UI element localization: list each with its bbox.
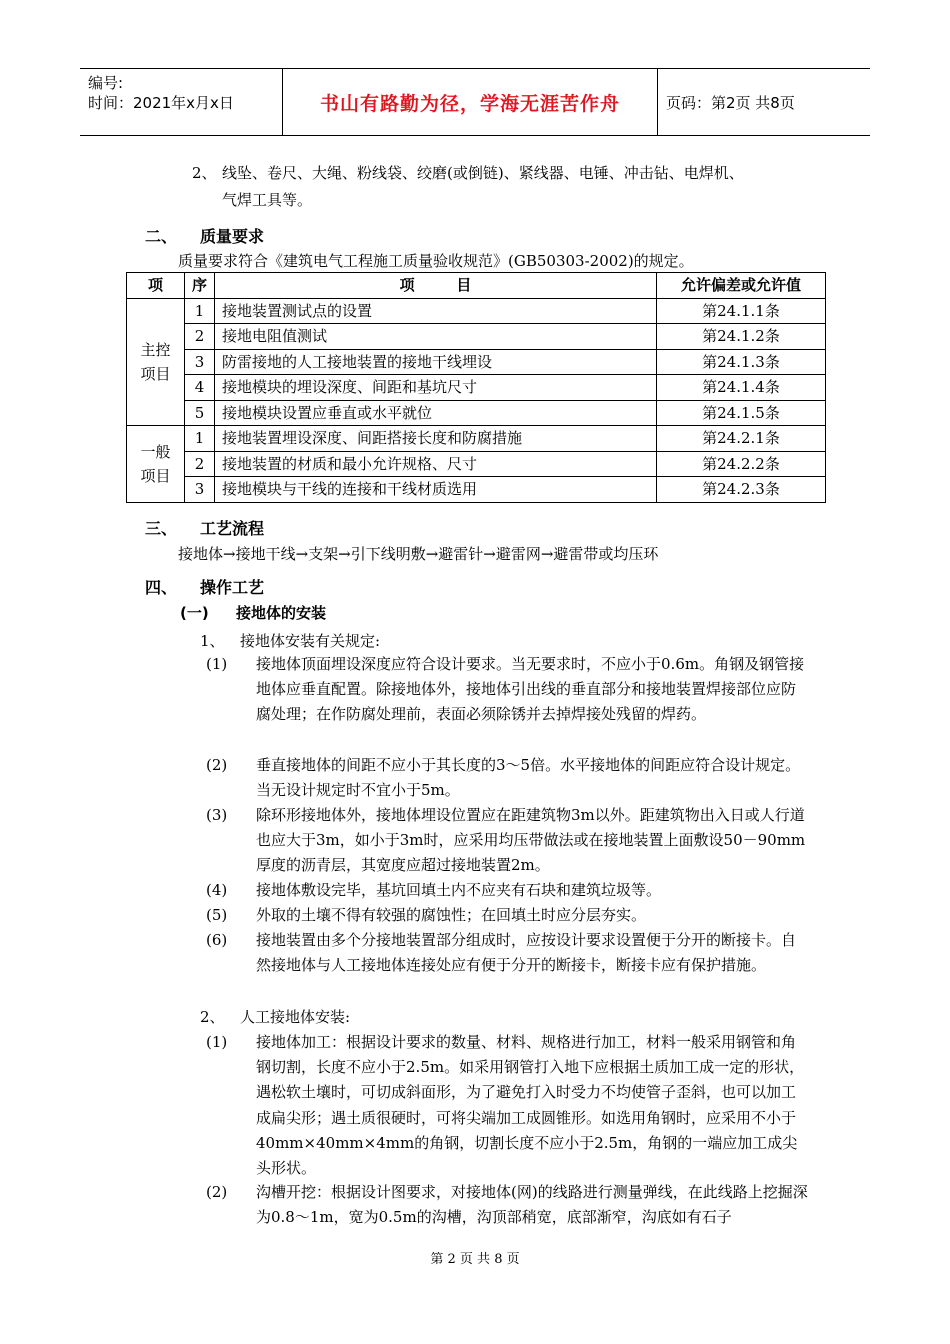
row-seq: 2 xyxy=(185,324,215,350)
point-number: (1) xyxy=(206,1033,228,1051)
section4-title: 操作工艺 xyxy=(200,578,265,597)
row-item: 接地装置的材质和最小允许规格、尺寸 xyxy=(215,451,657,477)
point-number: (3) xyxy=(206,806,228,824)
header-item: 项 目 xyxy=(215,273,657,299)
point-text: 接地体顶面埋设深度应符合设计要求。当无要求时，不应小于0.6m。角钢及钢管接地体应垂直配置。除接地体外，接地体引出线的垂直部分和接地装置焊接部位应防腐处理；在作防腐处理前，表面必须除锈并去掉焊接处残留的焊药。 xyxy=(256,655,805,724)
row-item: 接地模块与干线的连接和干线材质选用 xyxy=(215,477,657,503)
item2-title: 人工接地体安装: xyxy=(240,1008,351,1026)
row-standard: 第24.1.5条 xyxy=(657,400,826,426)
row-seq: 2 xyxy=(185,451,215,477)
row-item: 防雷接地的人工接地装置的接地干线埋设 xyxy=(215,349,657,375)
subsection1-number: (一) xyxy=(180,604,209,622)
document-time-label: 时间：2021年x月x日 xyxy=(88,94,234,112)
row-seq: 5 xyxy=(185,400,215,426)
group-general: 一般项目 xyxy=(127,426,185,503)
tools-item-number: 2、 xyxy=(192,164,217,182)
row-seq: 1 xyxy=(185,298,215,324)
table-row xyxy=(127,349,826,375)
point-text: 垂直接地体的间距不应小于其长度的3～5倍。水平接地体的间距应符合设计规定。当无设计规定时不宜小于5m。 xyxy=(256,756,801,800)
item1-number: 1、 xyxy=(200,632,225,650)
subsection1-title: 接地体的安装 xyxy=(236,604,327,622)
table-row xyxy=(127,426,826,452)
header-page-label: 页码：第2页 共8页 xyxy=(666,93,795,112)
point-number: (2) xyxy=(206,1183,228,1201)
row-standard: 第24.1.1条 xyxy=(657,298,826,324)
row-standard: 第24.2.1条 xyxy=(657,426,826,452)
row-standard: 第24.1.3条 xyxy=(657,349,826,375)
point-number: (2) xyxy=(206,756,228,774)
point-text: 接地体敷设完毕，基坑回填土内不应夹有石块和建筑垃圾等。 xyxy=(256,881,662,899)
section4-number: 四、 xyxy=(145,578,178,597)
page-header xyxy=(80,68,870,136)
table-row xyxy=(127,324,826,350)
section3-title: 工艺流程 xyxy=(200,519,265,538)
table-row xyxy=(127,298,826,324)
document-number-label: 编号: xyxy=(88,74,124,92)
row-standard: 第24.1.2条 xyxy=(657,324,826,350)
row-seq: 1 xyxy=(185,426,215,452)
section3-number: 三、 xyxy=(145,519,178,538)
section2-intro: 质量要求符合《建筑电气工程施工质量验收规范》(GB50303-2002)的规定。 xyxy=(178,252,694,270)
row-seq: 3 xyxy=(185,477,215,503)
group-main-control: 主控项目 xyxy=(127,298,185,426)
table-row xyxy=(127,477,826,503)
header-allowance: 允许偏差或允许值 xyxy=(657,273,826,299)
row-item: 接地电阻值测试 xyxy=(215,324,657,350)
point-number: (5) xyxy=(206,906,228,924)
row-item: 接地装置埋设深度、间距搭接长度和防腐措施 xyxy=(215,426,657,452)
table-row xyxy=(127,375,826,401)
row-seq: 3 xyxy=(185,349,215,375)
table-header-row xyxy=(127,273,826,299)
header-meta xyxy=(80,69,283,135)
tools-item-line1: 线坠、卷尺、大绳、粉线袋、绞磨(或倒链)、紧线器、电锤、冲击钻、电焊机、 xyxy=(222,164,744,182)
point-text: 沟槽开挖：根据设计图要求，对接地体(网)的线路进行测量弹线，在此线路上挖掘深为0.8～1m，宽为0.5m的沟槽，沟顶部稍宽，底部渐窄，沟底如有石子 xyxy=(256,1183,808,1227)
row-item: 接地模块设置应垂直或水平就位 xyxy=(215,400,657,426)
point-text: 外取的土壤不得有较强的腐蚀性；在回填土时应分层夯实。 xyxy=(256,906,647,924)
table-row xyxy=(127,400,826,426)
item1-title: 接地体安装有关规定: xyxy=(240,632,381,650)
point-text: 接地体加工：根据设计要求的数量、材料、规格进行加工，材料一般采用钢管和角钢切割，长度不应小于2.5m。如采用钢管打入地下应根据土质加工成一定的形状，遇松软土壤时，可切成斜面形，为了避免打入时受力不均使管子歪斜，也可以加工成扁尖形；遇土质很硬时，可将尖端加工成圆锥形。如选用角钢时，应采用不小于40mm×40mm×4mm的角钢，切割长度不应小于2.5m，角钢的一端应加工成尖头形状。 xyxy=(256,1033,805,1178)
section2-number: 二、 xyxy=(145,227,178,246)
tools-item-line2: 气焊工具等。 xyxy=(222,191,313,209)
point-number: (4) xyxy=(206,881,228,899)
point-text: 接地装置由多个分接地装置部分组成时，应按设计要求设置便于分开的断接卡。自然接地体与人工接地体连接处应有便于分开的断接卡，断接卡应有保护措施。 xyxy=(256,931,797,975)
process-flow: 接地体→接地干线→支架→引下线明敷→避雷针→避雷网→避雷带或均压环 xyxy=(178,545,659,563)
row-seq: 4 xyxy=(185,375,215,401)
header-motto: 书山有路勤为径，学海无涯苦作舟 xyxy=(283,69,658,135)
row-standard: 第24.2.3条 xyxy=(657,477,826,503)
row-standard: 第24.1.4条 xyxy=(657,375,826,401)
point-number: (1) xyxy=(206,655,228,673)
row-item: 接地模块的埋设深度、间距和基坑尺寸 xyxy=(215,375,657,401)
row-standard: 第24.2.2条 xyxy=(657,451,826,477)
header-category: 项 xyxy=(127,273,185,299)
row-item: 接地装置测试点的设置 xyxy=(215,298,657,324)
page-footer: 第 2 页 共 8 页 xyxy=(430,1252,520,1267)
quality-table xyxy=(126,272,826,503)
point-text: 除环形接地体外，接地体埋设位置应在距建筑物3m以外。距建筑物出入日或人行道也应大于3m，如小于3m时，应采用均压带做法或在接地装置上面敷设50－90mm厚度的沥青层，其宽度应超过接地装置2m。 xyxy=(256,806,806,875)
section2-title: 质量要求 xyxy=(200,227,265,246)
point-number: (6) xyxy=(206,931,228,949)
header-seq: 序 xyxy=(185,273,215,299)
item2-number: 2、 xyxy=(200,1008,225,1026)
table-row xyxy=(127,451,826,477)
